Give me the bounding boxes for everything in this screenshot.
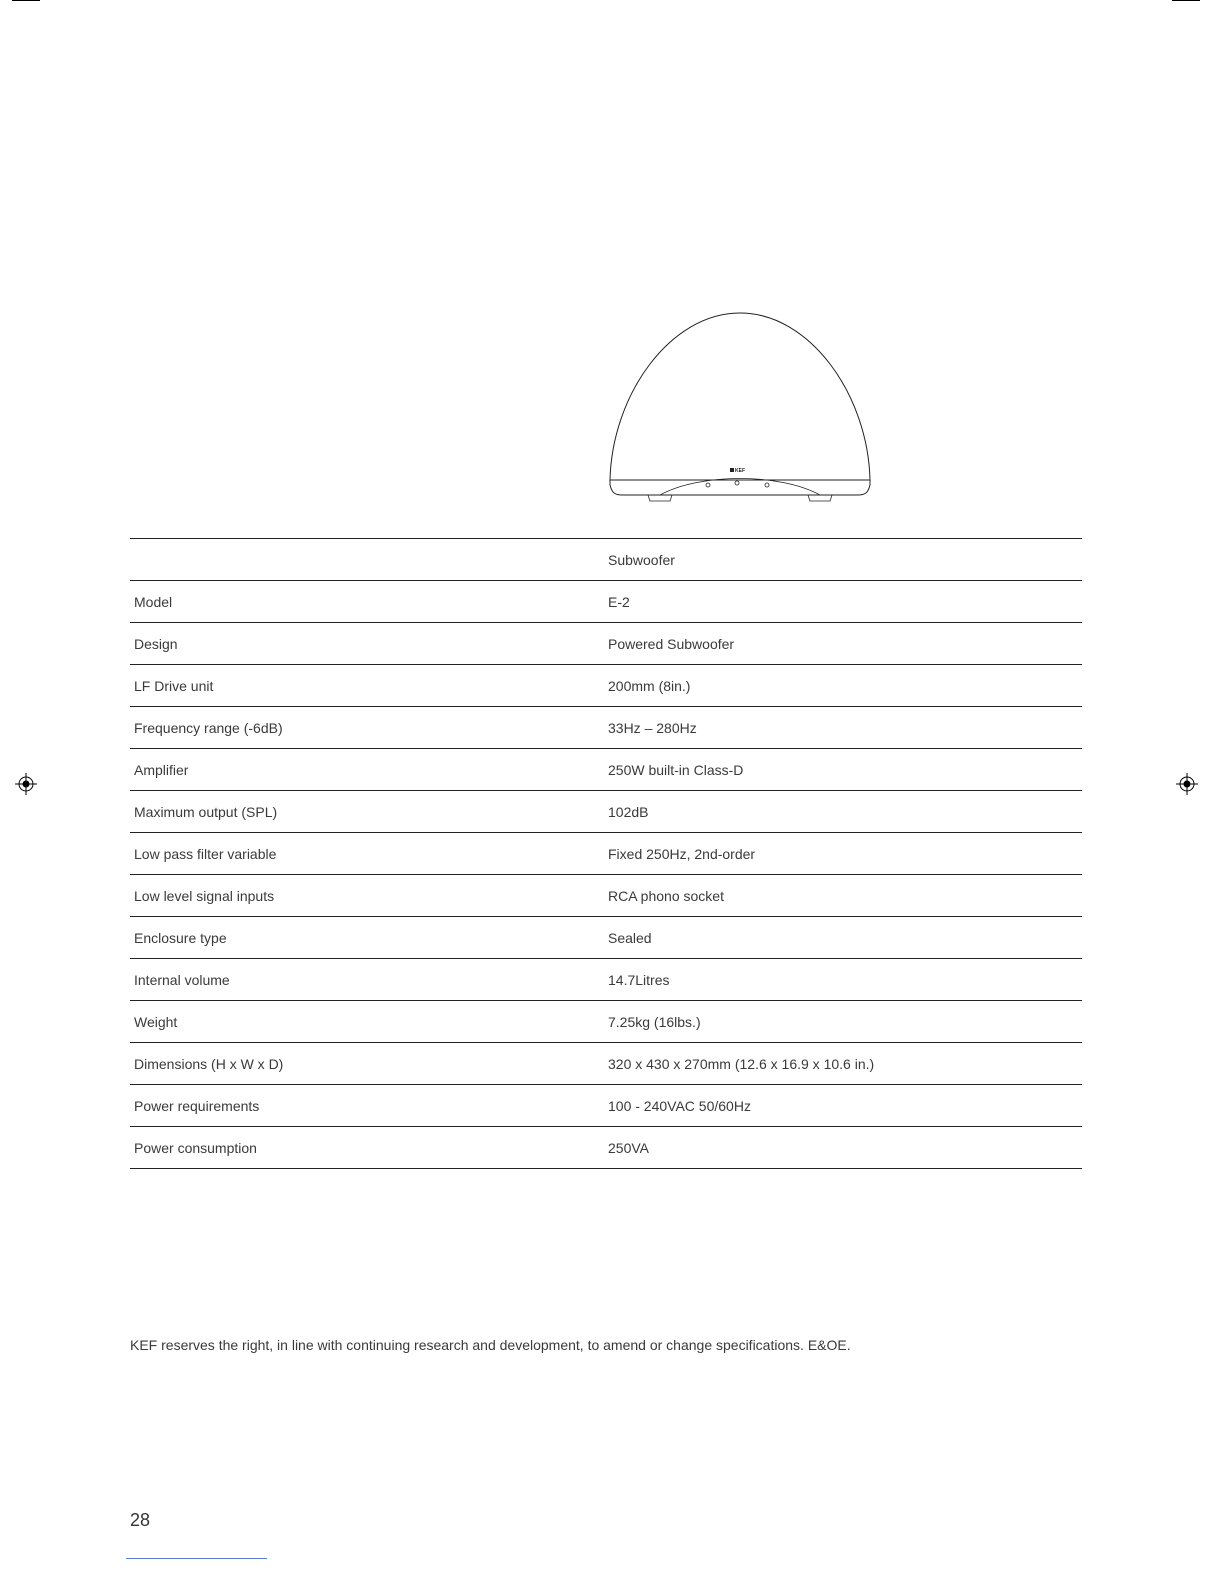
spec-label: Power requirements bbox=[130, 1085, 604, 1127]
spec-value: 250W built-in Class-D bbox=[604, 749, 1082, 791]
spec-value: 7.25kg (16lbs.) bbox=[604, 1001, 1082, 1043]
spec-label: Enclosure type bbox=[130, 917, 604, 959]
table-row bbox=[130, 791, 1082, 833]
registration-mark-left-icon bbox=[15, 773, 37, 795]
spec-value: 320 x 430 x 270mm (12.6 x 16.9 x 10.6 in.) bbox=[604, 1043, 1082, 1085]
subwoofer-illustration bbox=[600, 305, 880, 510]
crop-mark-top-right bbox=[1172, 0, 1200, 1]
table-row bbox=[130, 1085, 1082, 1127]
spec-value: Fixed 250Hz, 2nd-order bbox=[604, 833, 1082, 875]
spec-label: Maximum output (SPL) bbox=[130, 791, 604, 833]
spec-label: Internal volume bbox=[130, 959, 604, 1001]
spec-value: 100 - 240VAC 50/60Hz bbox=[604, 1085, 1082, 1127]
table-row bbox=[130, 623, 1082, 665]
table-row bbox=[130, 917, 1082, 959]
spec-label: Low level signal inputs bbox=[130, 875, 604, 917]
spec-label: Amplifier bbox=[130, 749, 604, 791]
table-row bbox=[130, 875, 1082, 917]
table-row bbox=[130, 1043, 1082, 1085]
page-number: 28 bbox=[130, 1510, 151, 1530]
disclaimer-text: KEF reserves the right, in line with continuing research and development, to amend or change specifications. E&OE. bbox=[130, 1337, 851, 1353]
registration-mark-right-icon bbox=[1176, 773, 1198, 795]
spec-label: Power consumption bbox=[130, 1127, 604, 1169]
table-row bbox=[130, 959, 1082, 1001]
spec-value: 250VA bbox=[604, 1127, 1082, 1169]
footer-rule bbox=[126, 1558, 267, 1559]
table-row bbox=[130, 1127, 1082, 1169]
column-header-subwoofer: Subwoofer bbox=[604, 539, 1082, 581]
spec-value: 102dB bbox=[604, 791, 1082, 833]
spec-value: Powered Subwoofer bbox=[604, 623, 1082, 665]
spec-value: E-2 bbox=[604, 581, 1082, 623]
spec-label: Weight bbox=[130, 1001, 604, 1043]
spec-label: Dimensions (H x W x D) bbox=[130, 1043, 604, 1085]
kef-logo-mark bbox=[730, 468, 734, 472]
spec-value: 14.7Litres bbox=[604, 959, 1082, 1001]
header-blank-cell bbox=[130, 539, 604, 581]
specifications-table bbox=[130, 538, 1082, 1169]
table-row bbox=[130, 707, 1082, 749]
spec-label: Frequency range (-6dB) bbox=[130, 707, 604, 749]
table-row bbox=[130, 1001, 1082, 1043]
spec-value: Sealed bbox=[604, 917, 1082, 959]
table-header-row bbox=[130, 539, 1082, 581]
spec-value: 200mm (8in.) bbox=[604, 665, 1082, 707]
spec-label: Low pass filter variable bbox=[130, 833, 604, 875]
kef-logo-text: KEF bbox=[735, 468, 745, 474]
table-row bbox=[130, 833, 1082, 875]
table-row bbox=[130, 749, 1082, 791]
spec-label: LF Drive unit bbox=[130, 665, 604, 707]
table-row bbox=[130, 665, 1082, 707]
spec-value: RCA phono socket bbox=[604, 875, 1082, 917]
crop-mark-top-left bbox=[12, 0, 40, 1]
spec-label: Model bbox=[130, 581, 604, 623]
table-row bbox=[130, 581, 1082, 623]
spec-value: 33Hz – 280Hz bbox=[604, 707, 1082, 749]
spec-label: Design bbox=[130, 623, 604, 665]
